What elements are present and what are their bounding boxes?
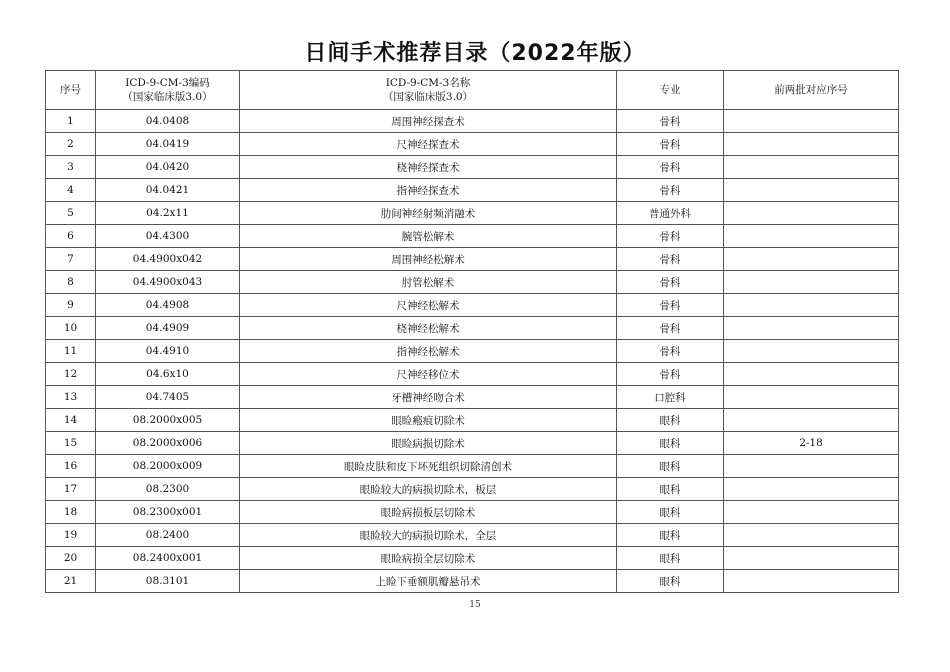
- cell-code: 08.2400x001: [96, 547, 240, 570]
- table-row: [46, 340, 899, 363]
- cell-index: 6: [46, 225, 96, 248]
- cell-previous-index: [724, 570, 899, 593]
- cell-previous-index: [724, 501, 899, 524]
- table-row: [46, 409, 899, 432]
- cell-previous-index: [724, 386, 899, 409]
- cell-code: 04.4900x042: [96, 248, 240, 271]
- cell-previous-index: [724, 202, 899, 225]
- cell-name: 肋间神经射频消融术: [240, 202, 617, 225]
- cell-name: 眼睑病损切除术: [240, 432, 617, 455]
- table-row: [46, 455, 899, 478]
- cell-index: 17: [46, 478, 96, 501]
- cell-index: 7: [46, 248, 96, 271]
- cell-name: 桡神经探查术: [240, 156, 617, 179]
- cell-name: 周围神经松解术: [240, 248, 617, 271]
- cell-index: 8: [46, 271, 96, 294]
- table-header-row: [46, 71, 899, 110]
- cell-specialty: 骨科: [617, 133, 724, 156]
- cell-code: 08.3101: [96, 570, 240, 593]
- cell-specialty: 眼科: [617, 501, 724, 524]
- cell-index: 16: [46, 455, 96, 478]
- cell-specialty: 骨科: [617, 110, 724, 133]
- cell-previous-index: [724, 478, 899, 501]
- cell-specialty: 骨科: [617, 271, 724, 294]
- table-row: [46, 179, 899, 202]
- cell-specialty: 眼科: [617, 455, 724, 478]
- table-row: [46, 547, 899, 570]
- cell-previous-index: [724, 340, 899, 363]
- table-row: [46, 294, 899, 317]
- cell-code: 04.4910: [96, 340, 240, 363]
- header-name-line1: ICD-9-CM-3名称: [385, 77, 471, 89]
- cell-index: 2: [46, 133, 96, 156]
- cell-code: 04.7405: [96, 386, 240, 409]
- cell-code: 04.0420: [96, 156, 240, 179]
- table-row: [46, 386, 899, 409]
- table-row: [46, 110, 899, 133]
- cell-code: 04.0419: [96, 133, 240, 156]
- cell-specialty: 眼科: [617, 432, 724, 455]
- cell-index: 11: [46, 340, 96, 363]
- table-body: [46, 110, 899, 593]
- table-row: [46, 271, 899, 294]
- cell-specialty: 骨科: [617, 248, 724, 271]
- cell-name: 尺神经松解术: [240, 294, 617, 317]
- cell-previous-index: [724, 294, 899, 317]
- cell-code: 08.2000x009: [96, 455, 240, 478]
- table-row: [46, 225, 899, 248]
- cell-specialty: 骨科: [617, 294, 724, 317]
- cell-code: 08.2300: [96, 478, 240, 501]
- cell-previous-index: [724, 225, 899, 248]
- header-index: 序号: [46, 71, 96, 110]
- cell-name: 尺神经移位术: [240, 363, 617, 386]
- table-row: [46, 432, 899, 455]
- cell-index: 10: [46, 317, 96, 340]
- cell-specialty: 骨科: [617, 363, 724, 386]
- cell-name: 肘管松解术: [240, 271, 617, 294]
- table-row: [46, 202, 899, 225]
- cell-name: 眼睑皮肤和皮下坏死组织切除清创术: [240, 455, 617, 478]
- cell-code: 08.2000x006: [96, 432, 240, 455]
- cell-code: 08.2000x005: [96, 409, 240, 432]
- cell-previous-index: [724, 248, 899, 271]
- cell-specialty: 眼科: [617, 409, 724, 432]
- cell-previous-index: [724, 547, 899, 570]
- cell-code: 04.4300: [96, 225, 240, 248]
- cell-specialty: 骨科: [617, 179, 724, 202]
- header-name: [240, 71, 617, 110]
- table-row: [46, 524, 899, 547]
- header-name-line2: （国家临床版3.0）: [382, 91, 474, 103]
- cell-index: 12: [46, 363, 96, 386]
- cell-specialty: 眼科: [617, 570, 724, 593]
- cell-name: 桡神经松解术: [240, 317, 617, 340]
- cell-code: 04.0421: [96, 179, 240, 202]
- cell-index: 18: [46, 501, 96, 524]
- table-row: [46, 363, 899, 386]
- cell-index: 1: [46, 110, 96, 133]
- cell-specialty: 眼科: [617, 547, 724, 570]
- cell-code: 08.2300x001: [96, 501, 240, 524]
- table-row: [46, 501, 899, 524]
- cell-previous-index: [724, 156, 899, 179]
- cell-index: 3: [46, 156, 96, 179]
- cell-index: 9: [46, 294, 96, 317]
- header-code-line2: （国家临床版3.0）: [122, 91, 213, 103]
- table-row: [46, 133, 899, 156]
- cell-name: 眼睑病损板层切除术: [240, 501, 617, 524]
- cell-code: 04.0408: [96, 110, 240, 133]
- cell-name: 眼睑病损全层切除术: [240, 547, 617, 570]
- document-title: 日间手术推荐目录（2022年版）: [304, 41, 646, 66]
- header-code: [96, 71, 240, 110]
- cell-previous-index: [724, 363, 899, 386]
- cell-code: 04.4909: [96, 317, 240, 340]
- cell-previous-index: [724, 317, 899, 340]
- cell-specialty: 眼科: [617, 478, 724, 501]
- cell-previous-index: [724, 179, 899, 202]
- cell-index: 5: [46, 202, 96, 225]
- cell-specialty: 骨科: [617, 340, 724, 363]
- cell-previous-index: [724, 455, 899, 478]
- cell-previous-index: 2-18: [724, 432, 899, 455]
- cell-specialty: 骨科: [617, 225, 724, 248]
- header-previous-index: 前两批对应序号: [724, 71, 899, 110]
- cell-index: 13: [46, 386, 96, 409]
- cell-code: 04.6x10: [96, 363, 240, 386]
- cell-previous-index: [724, 409, 899, 432]
- cell-index: 21: [46, 570, 96, 593]
- cell-specialty: 骨科: [617, 156, 724, 179]
- cell-specialty: 骨科: [617, 317, 724, 340]
- table-row: [46, 317, 899, 340]
- table-row: [46, 248, 899, 271]
- cell-previous-index: [724, 524, 899, 547]
- cell-code: 04.2x11: [96, 202, 240, 225]
- cell-name: 指神经探查术: [240, 179, 617, 202]
- cell-specialty: 眼科: [617, 524, 724, 547]
- cell-name: 周围神经探查术: [240, 110, 617, 133]
- cell-specialty: 普通外科: [617, 202, 724, 225]
- table-row: [46, 156, 899, 179]
- cell-name: 指神经松解术: [240, 340, 617, 363]
- header-specialty: 专业: [617, 71, 724, 110]
- cell-name: 眼睑较大的病损切除术，板层: [240, 478, 617, 501]
- cell-index: 4: [46, 179, 96, 202]
- cell-index: 20: [46, 547, 96, 570]
- cell-index: 19: [46, 524, 96, 547]
- cell-previous-index: [724, 133, 899, 156]
- cell-index: 15: [46, 432, 96, 455]
- page-number: 15: [469, 600, 481, 610]
- cell-name: 上睑下垂额肌瓣悬吊术: [240, 570, 617, 593]
- cell-name: 眼睑瘢痕切除术: [240, 409, 617, 432]
- cell-name: 腕管松解术: [240, 225, 617, 248]
- header-code-line1: ICD-9-CM-3编码: [125, 77, 210, 89]
- cell-name: 尺神经探查术: [240, 133, 617, 156]
- cell-previous-index: [724, 271, 899, 294]
- cell-code: 04.4908: [96, 294, 240, 317]
- table-row: [46, 478, 899, 501]
- table-row: [46, 570, 899, 593]
- cell-code: 08.2400: [96, 524, 240, 547]
- procedure-catalog-table: [45, 70, 899, 593]
- cell-name: 牙槽神经吻合术: [240, 386, 617, 409]
- cell-name: 眼睑较大的病损切除术，全层: [240, 524, 617, 547]
- cell-index: 14: [46, 409, 96, 432]
- cell-previous-index: [724, 110, 899, 133]
- cell-specialty: 口腔科: [617, 386, 724, 409]
- cell-code: 04.4900x043: [96, 271, 240, 294]
